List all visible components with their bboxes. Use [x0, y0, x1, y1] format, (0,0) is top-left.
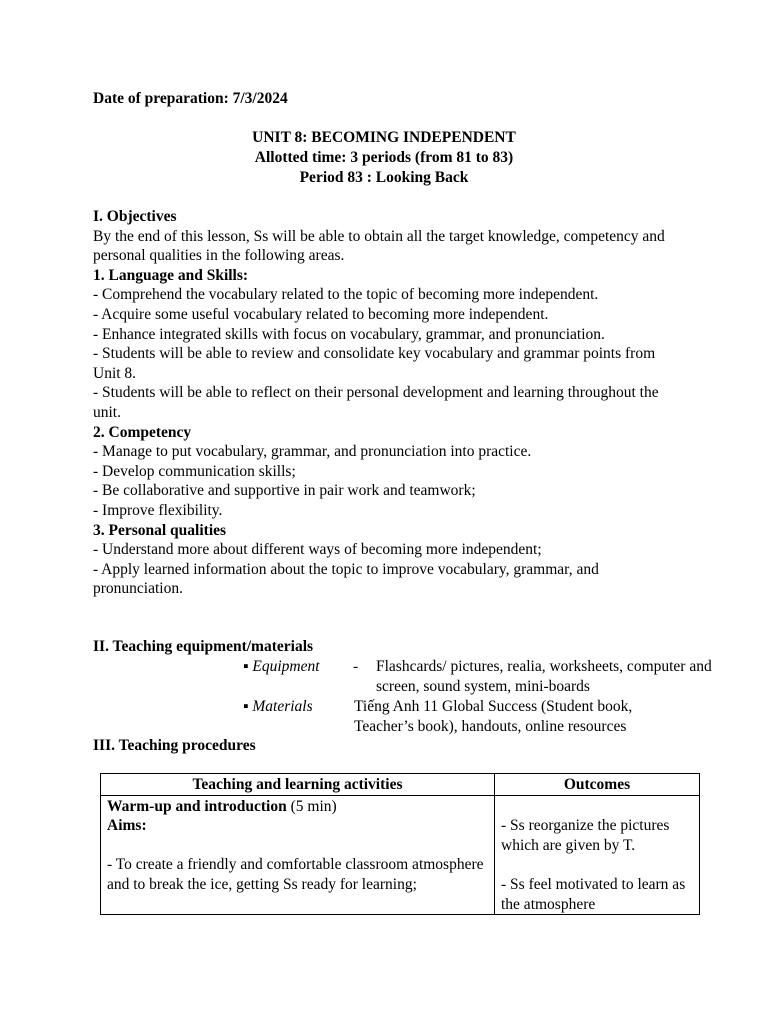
column-header-activities: Teaching and learning activities	[101, 774, 495, 796]
table-header-row	[101, 774, 700, 796]
date-of-preparation: Date of preparation: 7/3/2024	[93, 90, 288, 107]
period-title: Period 83 : Looking Back	[299, 169, 469, 186]
competency-heading: 2. Competency	[93, 423, 192, 441]
equipment-dash: -	[353, 658, 359, 675]
equipment-row	[243, 657, 743, 697]
warmup-time: (5 min)	[286, 797, 337, 815]
table-row	[101, 795, 700, 915]
materials-text: Tiếng Anh 11 Global Success (Student book, Teacher’s book), handouts, online resources	[354, 698, 633, 735]
personal-qualities-item: - Apply learned information about the topic to improve vocabulary, grammar, and pronunciation.	[93, 560, 599, 598]
unit-title: UNIT 8: BECOMING INDEPENDENT	[252, 129, 516, 146]
equipment-text: Flashcards/ pictures, realia, worksheets, computer and screen, sound system, mini-boards	[376, 658, 712, 695]
objectives-heading: I. Objectives	[93, 208, 177, 225]
language-skills-item: - Enhance integrated skills with focus on vocabulary, grammar, and pronunciation.	[93, 325, 605, 343]
competency-item: - Develop communication skills;	[93, 462, 296, 480]
activities-cell	[101, 795, 495, 915]
bullet-icon: ▪	[243, 658, 249, 675]
language-skills-item: - Students will be able to reflect on their personal development and learning throughout the unit.	[93, 384, 659, 421]
aims-text: - To create a friendly and comfortable classroom atmosphere and to break the ice, getting Ss ready for learning;	[107, 856, 484, 893]
allotted-time: Allotted time: 3 periods (from 81 to 83)	[254, 149, 514, 166]
materials-label: Materials	[252, 698, 313, 715]
warmup-title: Warm-up and introduction	[107, 797, 287, 815]
materials-row	[243, 697, 743, 737]
language-skills-heading: 1. Language and Skills:	[93, 266, 249, 284]
competency-item: - Be collaborative and supportive in pair work and teamwork;	[93, 482, 476, 500]
objectives-section	[93, 207, 675, 599]
bullet-icon: ▪	[243, 698, 249, 715]
objectives-intro: By the end of this lesson, Ss will be able to obtain all the target knowledge, competency and personal qualities in the following areas.	[93, 227, 665, 265]
competency-item: - Improve flexibility.	[93, 501, 223, 519]
equipment-heading: II. Teaching equipment/materials	[93, 638, 314, 655]
language-skills-item: - Acquire some useful vocabulary related to becoming more independent.	[93, 305, 549, 323]
equipment-label: Equipment	[252, 658, 320, 675]
column-header-outcomes: Outcomes	[495, 774, 700, 796]
competency-item: - Manage to put vocabulary, grammar, and pronunciation into practice.	[93, 443, 532, 461]
language-skills-item: - Comprehend the vocabulary related to the topic of becoming more independent.	[93, 286, 599, 304]
outcomes-cell	[495, 795, 700, 915]
aims-label: Aims:	[107, 817, 147, 835]
personal-qualities-item: - Understand more about different ways of becoming more independent;	[93, 541, 542, 559]
outcome-item: - Ss feel motivated to learn as the atmosphere	[501, 875, 686, 913]
procedures-table	[100, 773, 700, 915]
outcome-item: - Ss reorganize the pictures which are given by T.	[501, 817, 670, 854]
language-skills-item: - Students will be able to review and consolidate key vocabulary and grammar points from Unit 8.	[93, 345, 656, 382]
procedures-heading: III. Teaching procedures	[93, 737, 256, 754]
personal-qualities-heading: 3. Personal qualities	[93, 521, 227, 539]
